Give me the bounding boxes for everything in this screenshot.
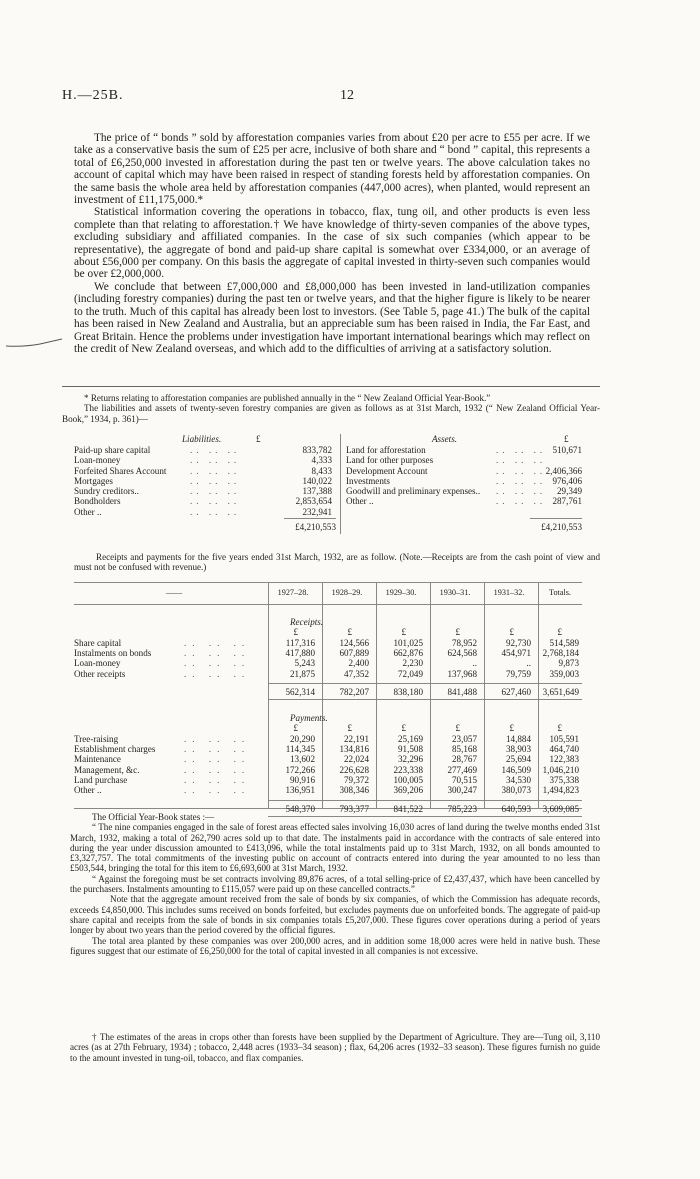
table-cell: 146,509 <box>501 764 531 775</box>
liabilities-list <box>74 445 336 517</box>
leader-dots: .. .. .. <box>190 496 241 507</box>
table-cell: .. <box>472 658 477 669</box>
table-cell: 417,880 <box>285 647 315 658</box>
liability-row <box>74 445 336 455</box>
table-cell: 464,740 <box>549 744 579 754</box>
column-header: 1930–31. <box>439 588 471 597</box>
table-cell: 308,346 <box>339 785 369 796</box>
leader-dots: .. .. .. <box>190 445 241 455</box>
table-cell: 21,875 <box>289 668 315 679</box>
asset-row <box>346 476 582 486</box>
leader-dots: .. .. .. <box>496 445 547 455</box>
table-total-cell: 841,522 <box>393 803 423 814</box>
column-header: 1928–29. <box>331 588 363 597</box>
official-yearbook-extract <box>70 812 600 956</box>
table-cell: 32,296 <box>397 754 423 765</box>
table-cell: 607,889 <box>339 647 369 658</box>
column-divider <box>538 582 539 808</box>
footnote-line: The liabilities and assets of twenty-seven forestry companies are given as follows as at 31st March, 1932 (“ New Zealand Official Year-Book,” 1934, p. 361)— <box>62 403 600 424</box>
liability-value: 140,022 <box>302 475 332 486</box>
table-total-cell: 3,609,085 <box>542 803 579 814</box>
liabilities-heading: Liabilities. <box>182 434 222 444</box>
footnote-line: * Returns relating to afforestation companies are published annually in the “ New Zealand Official Year-Book.” <box>84 393 491 403</box>
liability-label: Paid-up share capital <box>74 445 151 455</box>
table-cell: 375,338 <box>549 774 579 785</box>
asset-row <box>346 445 582 455</box>
table-row-label: Loan-money <box>74 658 121 669</box>
table-cell: 136,951 <box>285 785 315 796</box>
total-rule <box>268 683 582 684</box>
liabilities-total: £4,210,553 <box>295 522 336 532</box>
liability-label: Sundry creditors.. <box>74 486 139 497</box>
currency-symbol: £ <box>455 723 460 734</box>
table-cell: 28,767 <box>451 754 477 765</box>
table-cell: 92,730 <box>505 637 531 648</box>
table-row-label: Management, &c. <box>74 764 140 775</box>
liability-row <box>74 507 336 517</box>
currency-symbol: £ <box>347 723 352 734</box>
liability-value: 833,782 <box>302 445 332 455</box>
table-cell: 137,968 <box>447 668 477 679</box>
table-cell: 91,508 <box>397 744 423 754</box>
table-cell: 662,876 <box>393 647 423 658</box>
table-cell: 369,206 <box>393 785 423 796</box>
leader-dots: .. .. .. <box>496 475 547 486</box>
receipts-intro-text: Receipts and payments for the five years ended 31st March, 1932, are as follow. (Note.—Receipts are from the cash point of view and must not be confused with revenue.) <box>74 552 600 573</box>
leader-dots: .. .. .. <box>184 764 251 775</box>
column-divider <box>484 582 485 808</box>
currency-symbol: £ <box>293 627 298 638</box>
assets-total: £4,210,553 <box>541 522 582 532</box>
table-cell: 22,191 <box>343 733 369 744</box>
liability-value: 232,941 <box>302 506 332 517</box>
currency-symbol: £ <box>401 723 406 734</box>
currency-symbol: £ <box>401 627 406 638</box>
section-rule <box>268 699 582 700</box>
yearbook-paragraph: “ Against the foregoing must be set contracts involving 89,876 acres, of a total selling-price of £2,437,437, which have been cancelled by the purchasers. Instalments amounting to £115,057 were paid up on these cancelled contracts.” <box>70 873 600 895</box>
table-cell: 72,049 <box>397 668 423 679</box>
footnote-divider <box>62 386 600 387</box>
page-number: 12 <box>340 88 354 103</box>
leader-dots: .. .. .. <box>496 455 547 466</box>
paragraph: We conclude that between £7,000,000 and £8,000,000 has been invested in land-utilization companies (including forestry companies) during the past ten or twelve years, and that the higher figure is likely to be nearer to the truth. Much of this capital has already been lost to investors. (See Table 5, page 41.) The bulk of the capital has been raised in New Zealand and Australia, but an appreciable sum has been raised in India, the Far East, and Great Britain. Hence the problems under investigation have important international bearings which may reflect on the credit of New Zealand overseas, and which add to the difficulties of arriving at a satisfactory solution. <box>74 280 590 355</box>
asset-label: Other .. <box>346 496 374 507</box>
yearbook-paragraph: “ The nine companies engaged in the sale of forest areas effected sales involving 16,030 acres of land during the twelve months ended 31st March, 1932, making a total of 262,790 acres sold up to that date. The instalments paid in accordance with the contracts of sale entered into during the year under discussion amounted to £413,096, while the total instalments paid up to 31st March, 1932, on all bonds amounted to £3,327,757. The total commitments of the investing public on account of contracts entered into during the year amounted to no less than £503,544, bringing the total for this item to £6,693,600 at 31st March, 1932. <box>70 822 600 874</box>
asset-label: Land for other purposes <box>346 455 434 466</box>
table-cell: 514,589 <box>549 637 579 648</box>
liability-row <box>74 496 336 506</box>
leader-dots: .. .. .. <box>496 486 547 497</box>
leader-dots: .. .. .. <box>190 465 241 476</box>
table-cell: 1,046,210 <box>542 764 579 775</box>
liability-value: 8,433 <box>311 465 332 476</box>
main-text <box>74 132 590 355</box>
currency-symbol: £ <box>557 723 562 734</box>
table-cell: 5,243 <box>294 658 315 669</box>
footnote-2-text: † The estimates of the areas in crops other than forests have been supplied by the Department of Agriculture. They are—Tung oil, 3,110 acres (as at 27th February, 1934) ; tobacco, 2,448 acres (1933–34 season) ; flax, 64,206 acres (1932–33 season). These figures furnish no guide to the amount invested in tung-oil, tobacco, and flax companies. <box>70 1032 600 1063</box>
table-cell: 454,971 <box>501 647 531 658</box>
table-total-cell: 785,223 <box>447 803 477 814</box>
leader-dots: .. .. .. <box>184 744 251 754</box>
currency-symbol: £ <box>509 723 514 734</box>
table-cell: 25,694 <box>505 754 531 765</box>
column-header: 1929–30. <box>385 588 417 597</box>
currency-symbol: £ <box>293 723 298 734</box>
liability-row <box>74 466 336 476</box>
footnote-1 <box>62 393 600 424</box>
table-row-label: Land purchase <box>74 774 128 785</box>
table-total-cell: 793,377 <box>339 803 369 814</box>
column-divider <box>340 434 341 534</box>
yearbook-paragraph: The total area planted by these companies was over 200,000 acres, and in addition some 18,000 acres were held in native bush. These figures suggest that our estimate of £6,250,000 for the total of capital invested in all companies is not excessive. <box>70 935 600 956</box>
table-cell: 85,168 <box>451 744 477 754</box>
margin-pencil-mark <box>4 336 64 350</box>
table-cell: 223,338 <box>393 764 423 775</box>
leader-dots: .. .. .. <box>184 733 251 744</box>
table-cell: 14,884 <box>505 733 531 744</box>
leader-dots: .. .. .. <box>184 774 251 785</box>
asset-value: 976,406 <box>552 475 582 486</box>
assets-list <box>346 445 582 507</box>
table-cell: 2,400 <box>348 658 369 669</box>
currency-symbol: £ <box>557 627 562 638</box>
leader-dots: .. .. .. <box>190 455 241 466</box>
table-cell: 124,566 <box>339 637 369 648</box>
table-row-label: Maintenance <box>74 754 121 765</box>
leader-dots: .. .. .. <box>184 647 251 658</box>
asset-value: 2,406,366 <box>545 465 582 476</box>
asset-label: Development Account <box>346 465 428 476</box>
table-cell: 380,073 <box>501 785 531 796</box>
column-divider <box>322 582 323 808</box>
paragraph: Statistical information covering the operations in tobacco, flax, tung oil, and other products is even less complete than that relating to afforestation.† We have knowledge of thirty-seven companies of the above types, excluding subsidiary and affiliated companies. In the case of six such companies (which appear to be representative), the aggregate of bond and paid-up share capital is somewhat over £334,000, or an average of about £56,000 per company. On this basis the aggregate of capital invested in thirty-seven such companies would be over £2,000,000. <box>74 206 590 281</box>
table-cell: 34,530 <box>505 774 531 785</box>
total-rule <box>268 800 582 801</box>
table-row-label: Other .. <box>74 785 102 796</box>
asset-row <box>346 455 582 465</box>
table-cell: 134,816 <box>339 744 369 754</box>
asset-value: 287,761 <box>552 496 582 507</box>
liability-row <box>74 486 336 496</box>
table-cell: 624,568 <box>447 647 477 658</box>
table-cell: 23,057 <box>451 733 477 744</box>
receipts-intro <box>74 552 600 573</box>
table-cell: 277,469 <box>447 764 477 775</box>
leader-dots: .. .. .. <box>184 637 251 648</box>
currency-symbol: £ <box>455 627 460 638</box>
liability-label: Other .. <box>74 506 102 517</box>
table-header-rule <box>74 604 582 605</box>
table-total-cell: 548,370 <box>285 803 315 814</box>
table-header-blank: —— <box>165 588 183 597</box>
leader-dots: .. .. .. <box>184 785 251 796</box>
table-cell: 359,003 <box>549 668 579 679</box>
table-cell: 101,025 <box>393 637 423 648</box>
liability-row <box>74 476 336 486</box>
currency-symbol: £ <box>509 627 514 638</box>
table-cell: .. <box>526 658 531 669</box>
assets-heading: Assets. <box>432 434 458 444</box>
table-top-rule <box>74 582 582 583</box>
table-cell: 117,316 <box>285 637 315 648</box>
table-cell: 22,024 <box>343 754 369 765</box>
liability-value: 4,333 <box>311 455 332 466</box>
liability-value: 137,388 <box>302 486 332 497</box>
table-cell: 79,759 <box>505 668 531 679</box>
table-cell: 47,352 <box>343 668 369 679</box>
table-cell: 105,591 <box>549 733 579 744</box>
leader-dots: .. .. .. <box>184 754 251 765</box>
column-divider <box>376 582 377 808</box>
leader-dots: .. .. .. <box>190 475 241 486</box>
table-row-label: Establishment charges <box>74 744 156 754</box>
liability-label: Mortgages <box>74 475 113 486</box>
currency-symbol: £ <box>347 627 352 638</box>
liability-row <box>74 455 336 465</box>
table-total-cell: 838,180 <box>393 686 423 697</box>
asset-row <box>346 466 582 476</box>
asset-label: Goodwill and preliminary expenses.. <box>346 486 481 497</box>
liability-label: Loan-money <box>74 455 121 466</box>
table-cell: 90,916 <box>289 774 315 785</box>
asset-label: Investments <box>346 475 390 486</box>
column-header: Totals. <box>549 588 571 597</box>
asset-row <box>346 496 582 506</box>
table-cell: 13,602 <box>289 754 315 765</box>
yearbook-paragraph: Note that the aggregate amount received from the sale of bonds by six companies, of which the Commission has adequate records, exceeds £4,850,000. This includes sums received on bonds forfeited, but excludes payments due on unforfeited bonds. The aggregate of paid-up share capital and receipts from the sale of bonds in six companies totals £5,207,000. These figures cover operations during a period of years longer by about two years than the period covered by the official figures. <box>70 894 600 936</box>
column-header: 1927–28. <box>277 588 309 597</box>
table-cell: 172,266 <box>285 764 315 775</box>
liability-label: Bondholders <box>74 496 121 507</box>
leader-dots: .. .. .. <box>184 658 251 669</box>
total-rule <box>284 518 336 519</box>
leader-dots: .. .. .. <box>496 465 547 476</box>
table-cell: 20,290 <box>289 733 315 744</box>
footnote-2 <box>70 1032 600 1063</box>
table-cell: 25,169 <box>397 733 423 744</box>
table-cell: 114,345 <box>285 744 315 754</box>
table-total-cell: 841,488 <box>447 686 477 697</box>
table-total-cell: 640,593 <box>501 803 531 814</box>
table-row-label: Share capital <box>74 637 122 648</box>
payments-heading: Payments. <box>290 713 328 724</box>
leader-dots: .. .. .. <box>184 668 251 679</box>
receipts-payments-table <box>74 580 582 814</box>
table-cell: 79,372 <box>343 774 369 785</box>
table-cell: 122,383 <box>549 754 579 765</box>
leader-dots: .. .. .. <box>496 496 547 507</box>
table-cell: 70,515 <box>451 774 477 785</box>
document-reference: H.—25B. <box>62 88 124 103</box>
column-divider <box>430 582 431 808</box>
table-cell: 38,903 <box>505 744 531 754</box>
leader-dots: .. .. .. <box>190 486 241 497</box>
total-rule <box>530 518 582 519</box>
column-header: 1931–32. <box>493 588 525 597</box>
currency-symbol: £ <box>256 434 261 444</box>
column-divider <box>268 582 269 808</box>
table-total-cell: 627,460 <box>501 686 531 697</box>
table-cell: 2,230 <box>402 658 423 669</box>
currency-symbol: £ <box>564 434 569 444</box>
table-cell: 226,628 <box>339 764 369 775</box>
table-cell: 300,247 <box>447 785 477 796</box>
table-cell: 2,768,184 <box>542 647 579 658</box>
asset-value: 510,671 <box>552 445 582 455</box>
table-row-label: Tree-raising <box>74 733 119 744</box>
paragraph: The price of “ bonds ” sold by afforestation companies varies from about £20 per acre to £55 per acre. If we take as a conservative basis the sum of £25 per acre, inclusive of both share and “ bond ” capital, this represents a total of £6,250,000 invested in afforestation during the past ten or twelve years. The above calculation takes no account of capital which may have been raised in respect of standing forests held by afforestation companies. On the same basis the whole area held by afforestation companies (447,000 acres), when planted, would represent an investment of £11,175,000.* <box>74 132 590 207</box>
asset-row <box>346 486 582 496</box>
table-total-cell: 782,207 <box>339 686 369 697</box>
asset-value: 29,349 <box>556 486 582 497</box>
table-row-label: Other receipts <box>74 668 126 679</box>
asset-label: Land for afforestation <box>346 445 426 455</box>
liability-label: Forfeited Shares Account <box>74 465 167 476</box>
table-cell: 9,873 <box>558 658 579 669</box>
leader-dots: .. .. .. <box>190 506 241 517</box>
yearbook-intro: The Official Year-Book states :— <box>92 812 215 822</box>
table-row-label: Instalments on bonds <box>74 647 152 658</box>
table-cell: 100,005 <box>393 774 423 785</box>
table-total-cell: 562,314 <box>285 686 315 697</box>
table-total-cell: 3,651,649 <box>542 686 579 697</box>
table-cell: 1,494,823 <box>542 785 579 796</box>
table-cell: 78,952 <box>451 637 477 648</box>
liability-value: 2,853,654 <box>295 496 332 507</box>
receipts-heading: Receipts. <box>290 617 324 627</box>
